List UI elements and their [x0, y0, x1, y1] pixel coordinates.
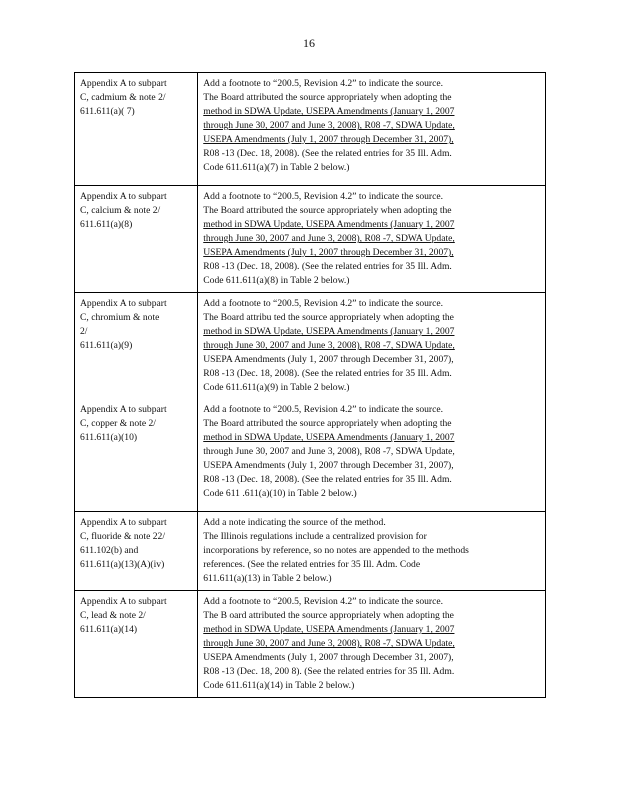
description-cell	[198, 399, 546, 512]
description-line: method in SDWA Update, USEPA Amendments (January 1, 2007	[203, 219, 455, 230]
description-line: R08 -13 (Dec. 18, 2008). (See the related entries for 35 Ill. Adm.	[203, 261, 452, 272]
description-line: USEPA Amendments (July 1, 2007 through December 31, 2007),	[203, 134, 454, 145]
section-line: 611.611(a)(14)	[80, 624, 138, 635]
description-line: 611.611(a)(13) in Table 2 below.)	[203, 573, 332, 584]
section-line: 611.102(b) and	[80, 545, 139, 556]
description-cell	[198, 186, 546, 293]
description-line: The Board attributed the source appropriately when adopting the	[203, 205, 452, 216]
section-line: 2/	[80, 326, 88, 337]
description-cell	[198, 512, 546, 591]
description-line: R08 -13 (Dec. 18, 2008). (See the related entries for 35 Ill. Adm.	[203, 148, 452, 159]
description-line: USEPA Amendments (July 1, 2007 through December 31, 2007),	[203, 247, 454, 258]
description-line: USEPA Amendments (July 1, 2007 through December 31, 2007),	[203, 460, 454, 471]
description-line: Add a footnote to “200.5, Revision 4.2” to indicate the source.	[203, 191, 444, 202]
section-line: C, calcium & note 2/	[80, 205, 161, 216]
section-line: 611.611(a)(8)	[80, 219, 133, 230]
table-row	[75, 591, 546, 698]
description-line: USEPA Amendments (July 1, 2007 through December 31, 2007),	[203, 652, 454, 663]
section-line: Appendix A to subpart	[80, 404, 167, 415]
description-line: through June 30, 2007 and June 3, 2008), R08 -7, SDWA Update,	[203, 446, 455, 457]
description-line: through June 30, 2007 and June 3, 2008), R08 -7, SDWA Update,	[203, 233, 455, 244]
description-line: The Board attributed the source appropriately when adopting the	[203, 418, 452, 429]
page-number: 16	[303, 36, 315, 50]
section-cell	[75, 73, 198, 186]
description-line: The B oard attributed the source appropriately when adopting the	[203, 610, 454, 621]
table-row	[75, 512, 546, 591]
section-line: Appendix A to subpart	[80, 596, 167, 607]
description-line: method in SDWA Update, USEPA Amendments (January 1, 2007	[203, 326, 455, 337]
description-line: through June 30, 2007 and June 3, 2008), R08 -7, SDWA Update,	[203, 120, 455, 131]
description-line: method in SDWA Update, USEPA Amendments (January 1, 2007	[203, 106, 455, 117]
description-line: The Illinois regulations include a centralized provision for	[203, 531, 427, 542]
description-line: Add a footnote to “200.5, Revision 4.2” to indicate the source.	[203, 404, 444, 415]
section-line: 611.611(a)( 7)	[80, 106, 135, 117]
description-line: method in SDWA Update, USEPA Amendments (January 1, 2007	[203, 432, 455, 443]
description-line: through June 30, 2007 and June 3, 2008), R08 -7, SDWA Update,	[203, 340, 455, 351]
description-line: The Board attributed the source appropriately when adopting the	[203, 92, 452, 103]
description-cell	[198, 591, 546, 698]
description-line: Code 611.611(a)(8) in Table 2 below.)	[203, 275, 350, 286]
section-line: Appendix A to subpart	[80, 78, 167, 89]
section-cell	[75, 399, 198, 512]
section-line: C, lead & note 2/	[80, 610, 146, 621]
table-row	[75, 73, 546, 186]
section-cell	[75, 512, 198, 591]
section-cell	[75, 186, 198, 293]
table-row	[75, 293, 546, 400]
amendments-table	[74, 72, 546, 698]
description-line: USEPA Amendments (July 1, 2007 through December 31, 2007),	[203, 354, 454, 365]
description-line: Add a footnote to “200.5, Revision 4.2” to indicate the source.	[203, 78, 444, 89]
description-line: Add a note indicating the source of the method.	[203, 517, 386, 528]
section-line: C, chromium & note	[80, 312, 160, 323]
section-line: 611.611(a)(9)	[80, 340, 133, 351]
description-line: The Board attribu ted the source appropriately when adopting the	[203, 312, 454, 323]
description-line: method in SDWA Update, USEPA Amendments (January 1, 2007	[203, 624, 455, 635]
section-line: Appendix A to subpart	[80, 517, 167, 528]
section-cell	[75, 293, 198, 400]
description-line: Code 611 .611(a)(10) in Table 2 below.)	[203, 488, 357, 499]
section-line: 611.611(a)(13)(A)(iv)	[80, 559, 165, 570]
description-line: references. (See the related entries for 35 Ill. Adm. Code	[203, 559, 421, 570]
description-line: Code 611.611(a)(9) in Table 2 below.)	[203, 382, 350, 393]
description-line: Code 611.611(a)(7) in Table 2 below.)	[203, 162, 350, 173]
description-line: through June 30, 2007 and June 3, 2008), R08 -7, SDWA Update,	[203, 638, 455, 649]
section-line: C, fluoride & note 22/	[80, 531, 165, 542]
section-line: C, cadmium & note 2/	[80, 92, 166, 103]
section-cell	[75, 591, 198, 698]
description-line: incorporations by reference, so no notes are appended to the methods	[203, 545, 469, 556]
description-line: Add a footnote to “200.5, Revision 4.2” to indicate the source.	[203, 298, 444, 309]
description-line: R08 -13 (Dec. 18, 2008). (See the related entries for 35 Ill. Adm.	[203, 474, 452, 485]
table-row	[75, 186, 546, 293]
table-row	[75, 399, 546, 512]
description-cell	[198, 73, 546, 186]
description-line: R08 -13 (Dec. 18, 2008). (See the related entries for 35 Ill. Adm.	[203, 368, 452, 379]
description-line: R08 -13 (Dec. 18, 200 8). (See the related entries for 35 Ill. Adm.	[203, 666, 455, 677]
table-body	[75, 73, 546, 698]
description-line: Add a footnote to “200.5, Revision 4.2” to indicate the source.	[203, 596, 444, 607]
section-line: Appendix A to subpart	[80, 191, 167, 202]
section-line: C, copper & note 2/	[80, 418, 156, 429]
description-line: Code 611.611(a)(14) in Table 2 below.)	[203, 680, 355, 691]
section-line: 611.611(a)(10)	[80, 432, 138, 443]
description-cell	[198, 293, 546, 400]
section-line: Appendix A to subpart	[80, 298, 167, 309]
